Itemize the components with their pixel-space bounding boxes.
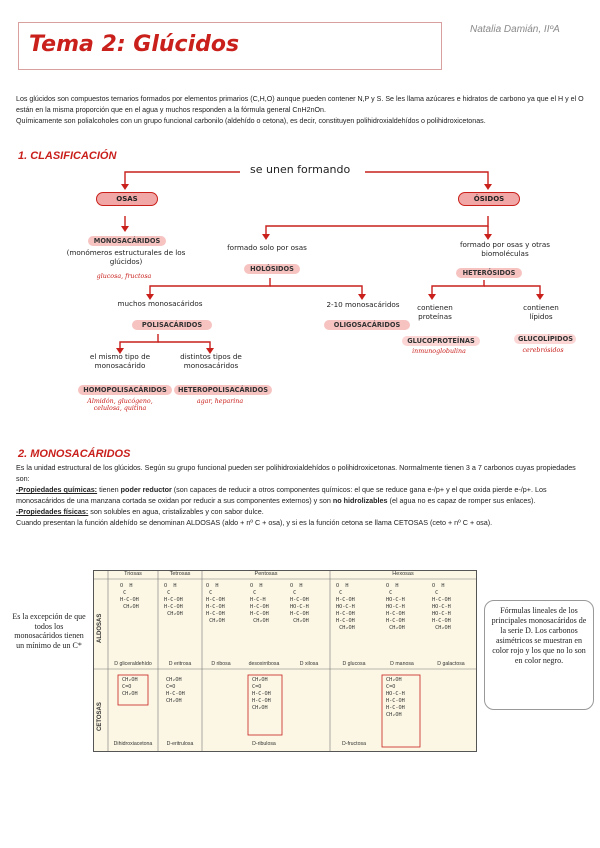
author-name: Natalia Damián, IIºA <box>470 24 560 35</box>
section-1-heading: 1. CLASIFICACIÓN <box>18 150 117 162</box>
section-2-heading: 2. MONOSACÁRIDOS <box>18 448 131 460</box>
formula-sketch: CH₂OH C=O H-C-OH H-C-OH CH₂OH <box>252 677 271 711</box>
monosacaridos-examples: glucosa, fructosa <box>96 273 152 280</box>
col-header-triosas: Triosas <box>124 571 142 577</box>
section-2-paragraph-1: Es la unidad estructural de los glúcidos. Según su grupo funcional pueden ser polihidroxialdehídos o polihidroxicetonas. Normalmente tienen 3 a 7 carbonos cuyas propiedades son: <box>16 463 576 483</box>
row-label-cetosas: CETOSAS <box>97 702 103 731</box>
intro-paragraph-1: Los glúcidos son compuestos ternarios formados por elementos primarios (C,H,O) aunque pueden contener N,P y S. Se les llama azúcares e hidratos de carbono ya que el H y el O están en la misma proporción que en el agua y muchos responden a la fórmula general CnH2nOn. <box>16 95 584 114</box>
chemical-properties <box>16 484 591 506</box>
connector-root-osidos <box>365 172 488 186</box>
chem-text-c: (el agua no es capaz de romper sus enlaces). <box>387 496 536 505</box>
heteropolisacaridos-examples: agar, heparina <box>196 398 244 405</box>
formula-sketch: O H C H-C-OH H-C-OH CH₂OH <box>164 583 183 617</box>
heterosidos-description: formado por osas y otras biomoléculas <box>459 240 551 258</box>
aldosa-name-3: desoxirribosa <box>248 661 280 667</box>
node-osidos: ÓSIDOS <box>458 192 520 206</box>
node-homopolisacaridos: HOMOPOLISACÁRIDOS <box>78 385 172 395</box>
monosaccharides-table <box>93 570 477 752</box>
col-header-hexosas: Hexosas <box>392 571 414 577</box>
cetosa-name-1: D-eritrulosa <box>166 741 194 747</box>
node-glucoproteinas: GLUCOPROTEÍNAS <box>402 336 480 346</box>
aldosa-name-4: D xilosa <box>299 661 319 667</box>
intro-paragraph-2: Químicamente son polialcoholes con un grupo funcional carbonilo (aldehído o cetona), es decir, constituyen polihidroxialdehídos o polihidroxicetonas. <box>16 117 486 125</box>
formula-sketch: CH₂OH C=O CH₂OH <box>122 677 138 697</box>
connector-holo-oligo <box>270 286 362 296</box>
phys-text: son solubles en agua, cristalizables y con sabor dulce. <box>88 507 264 516</box>
connector-hetero-gluco <box>432 280 484 296</box>
chem-text-a: tienen <box>97 485 121 494</box>
aldosa-name-6: D manosa <box>390 661 414 667</box>
node-oligosacaridos: OLIGOSACÁRIDOS <box>324 320 410 330</box>
node-holosidos: HOLÓSIDOS <box>244 264 300 274</box>
polisacaridos-description: muchos monosacáridos <box>117 299 203 308</box>
chem-text-b: (son capaces de reducir a otros componentes químicos: el que se reduce gana e-/p+ y el que oxida pierde e-/p+. Los monosacáridos de una manzana cortada se oxidan por reducir a sus componentes externos) y son <box>16 485 547 505</box>
node-osas: OSAS <box>96 192 158 206</box>
aldosa-name-1: D eritrosa <box>168 661 192 667</box>
connector-hetero-lipido <box>484 286 540 296</box>
tree-root-label: se unen formando <box>250 163 351 176</box>
glucolipidos-description: contienen lípidos <box>523 303 559 321</box>
cetosa-name-0: Dihidroxiacetona <box>113 741 153 747</box>
oligosacaridos-description: 2-10 monosacáridos <box>326 300 400 309</box>
col-header-pentosas: Pentosas <box>254 571 278 577</box>
formula-sketch: O H C H-C-OH CH₂OH <box>120 583 139 610</box>
monosacaridos-description: (monómeros estructurales de los glúcidos) <box>66 248 186 266</box>
formula-sketch: O H C H-C-OH HO-C-H H-C-OH H-C-OH CH₂OH <box>336 583 355 631</box>
col-header-tetrosas: Tetrosas <box>169 571 191 577</box>
connector-holo-poli <box>150 278 270 296</box>
aldosa-name-0: D gliceraldehído <box>114 661 152 667</box>
glucolipidos-example: cerebrósidos <box>522 347 564 354</box>
row-label-aldosas: ALDOSAS <box>97 613 103 643</box>
heteropolisacaridos-description: distintos tipos de monosacáridos <box>180 352 242 370</box>
homopolisacaridos-description: el mismo tipo de monosacárido <box>89 352 151 370</box>
node-polisacaridos: POLISACÁRIDOS <box>132 320 212 330</box>
chem-bold-reductor: poder reductor <box>120 485 172 494</box>
glucoproteinas-description: contienen proteínas <box>417 303 453 321</box>
right-note: Fórmulas lineales de los principales monosacáridos de la serie D. Los carbonos asimétricos se muestran en color rojo y los que no lo son en color negro. <box>484 600 594 710</box>
formula-sketch: O H C HO-C-H HO-C-H H-C-OH H-C-OH CH₂OH <box>386 583 405 631</box>
formula-sketch: CH₂OH C=O H-C-OH CH₂OH <box>166 677 185 704</box>
connector-osidos-holo <box>266 216 488 236</box>
holosidos-description: formado solo por osas <box>227 243 307 252</box>
section-2-text <box>16 462 591 528</box>
formula-sketch: O H C H-C-OH H-C-OH H-C-OH CH₂OH <box>206 583 225 624</box>
glucoproteinas-example: inmunoglobulina <box>412 348 466 355</box>
connector-root-osas <box>125 172 240 186</box>
aldosa-name-5: D glucosa <box>342 661 366 667</box>
chem-bold-hidrolizables: no hidrolizables <box>332 496 388 505</box>
aldosa-name-2: D ribosa <box>211 661 231 667</box>
homopolisacaridos-examples: Almidón, glucógeno, celulosa, quitina <box>87 398 153 412</box>
aldosa-name-7: D galactosa <box>437 661 465 667</box>
cetosa-name-3: D-fructosa <box>342 741 366 747</box>
connector-poli-homo <box>120 334 158 350</box>
formula-sketch: O H C H-C-OH HO-C-H H-C-OH CH₂OH <box>290 583 309 624</box>
section-2-paragraph-4: Cuando presentan la función aldehído se denominan ALDOSAS (aldo + nº C + osa), y si es la función cetona se llama CETOSAS (ceto + nº C + osa). <box>16 518 493 527</box>
left-note: Es la excepción de que todos los monosacáridos tienen un mínimo de un C* <box>12 612 86 650</box>
node-heterosidos: HETERÓSIDOS <box>456 268 522 278</box>
node-glucolipidos: GLUCOLÍPIDOS <box>514 334 576 344</box>
physical-properties-label: -Propiedades físicas: <box>16 507 89 516</box>
connector-poli-hetero <box>158 342 210 350</box>
chemical-properties-label: -Propiedades químicas: <box>16 485 98 494</box>
node-heteropolisacaridos: HETEROPOLISACÁRIDOS <box>174 385 272 395</box>
cetosa-name-2: D-ribulosa <box>252 741 276 747</box>
node-monosacaridos: MONOSACÁRIDOS <box>88 236 166 246</box>
physical-properties <box>16 506 591 517</box>
formula-sketch: O H C H-C-OH HO-C-H HO-C-H H-C-OH CH₂OH <box>432 583 451 631</box>
formula-sketch: CH₂OH C=O HO-C-H H-C-OH H-C-OH CH₂OH <box>386 677 405 718</box>
formula-sketch: O H C H-C-H H-C-OH H-C-OH CH₂OH <box>250 583 269 624</box>
page-title: Tema 2: Glúcidos <box>29 32 240 57</box>
